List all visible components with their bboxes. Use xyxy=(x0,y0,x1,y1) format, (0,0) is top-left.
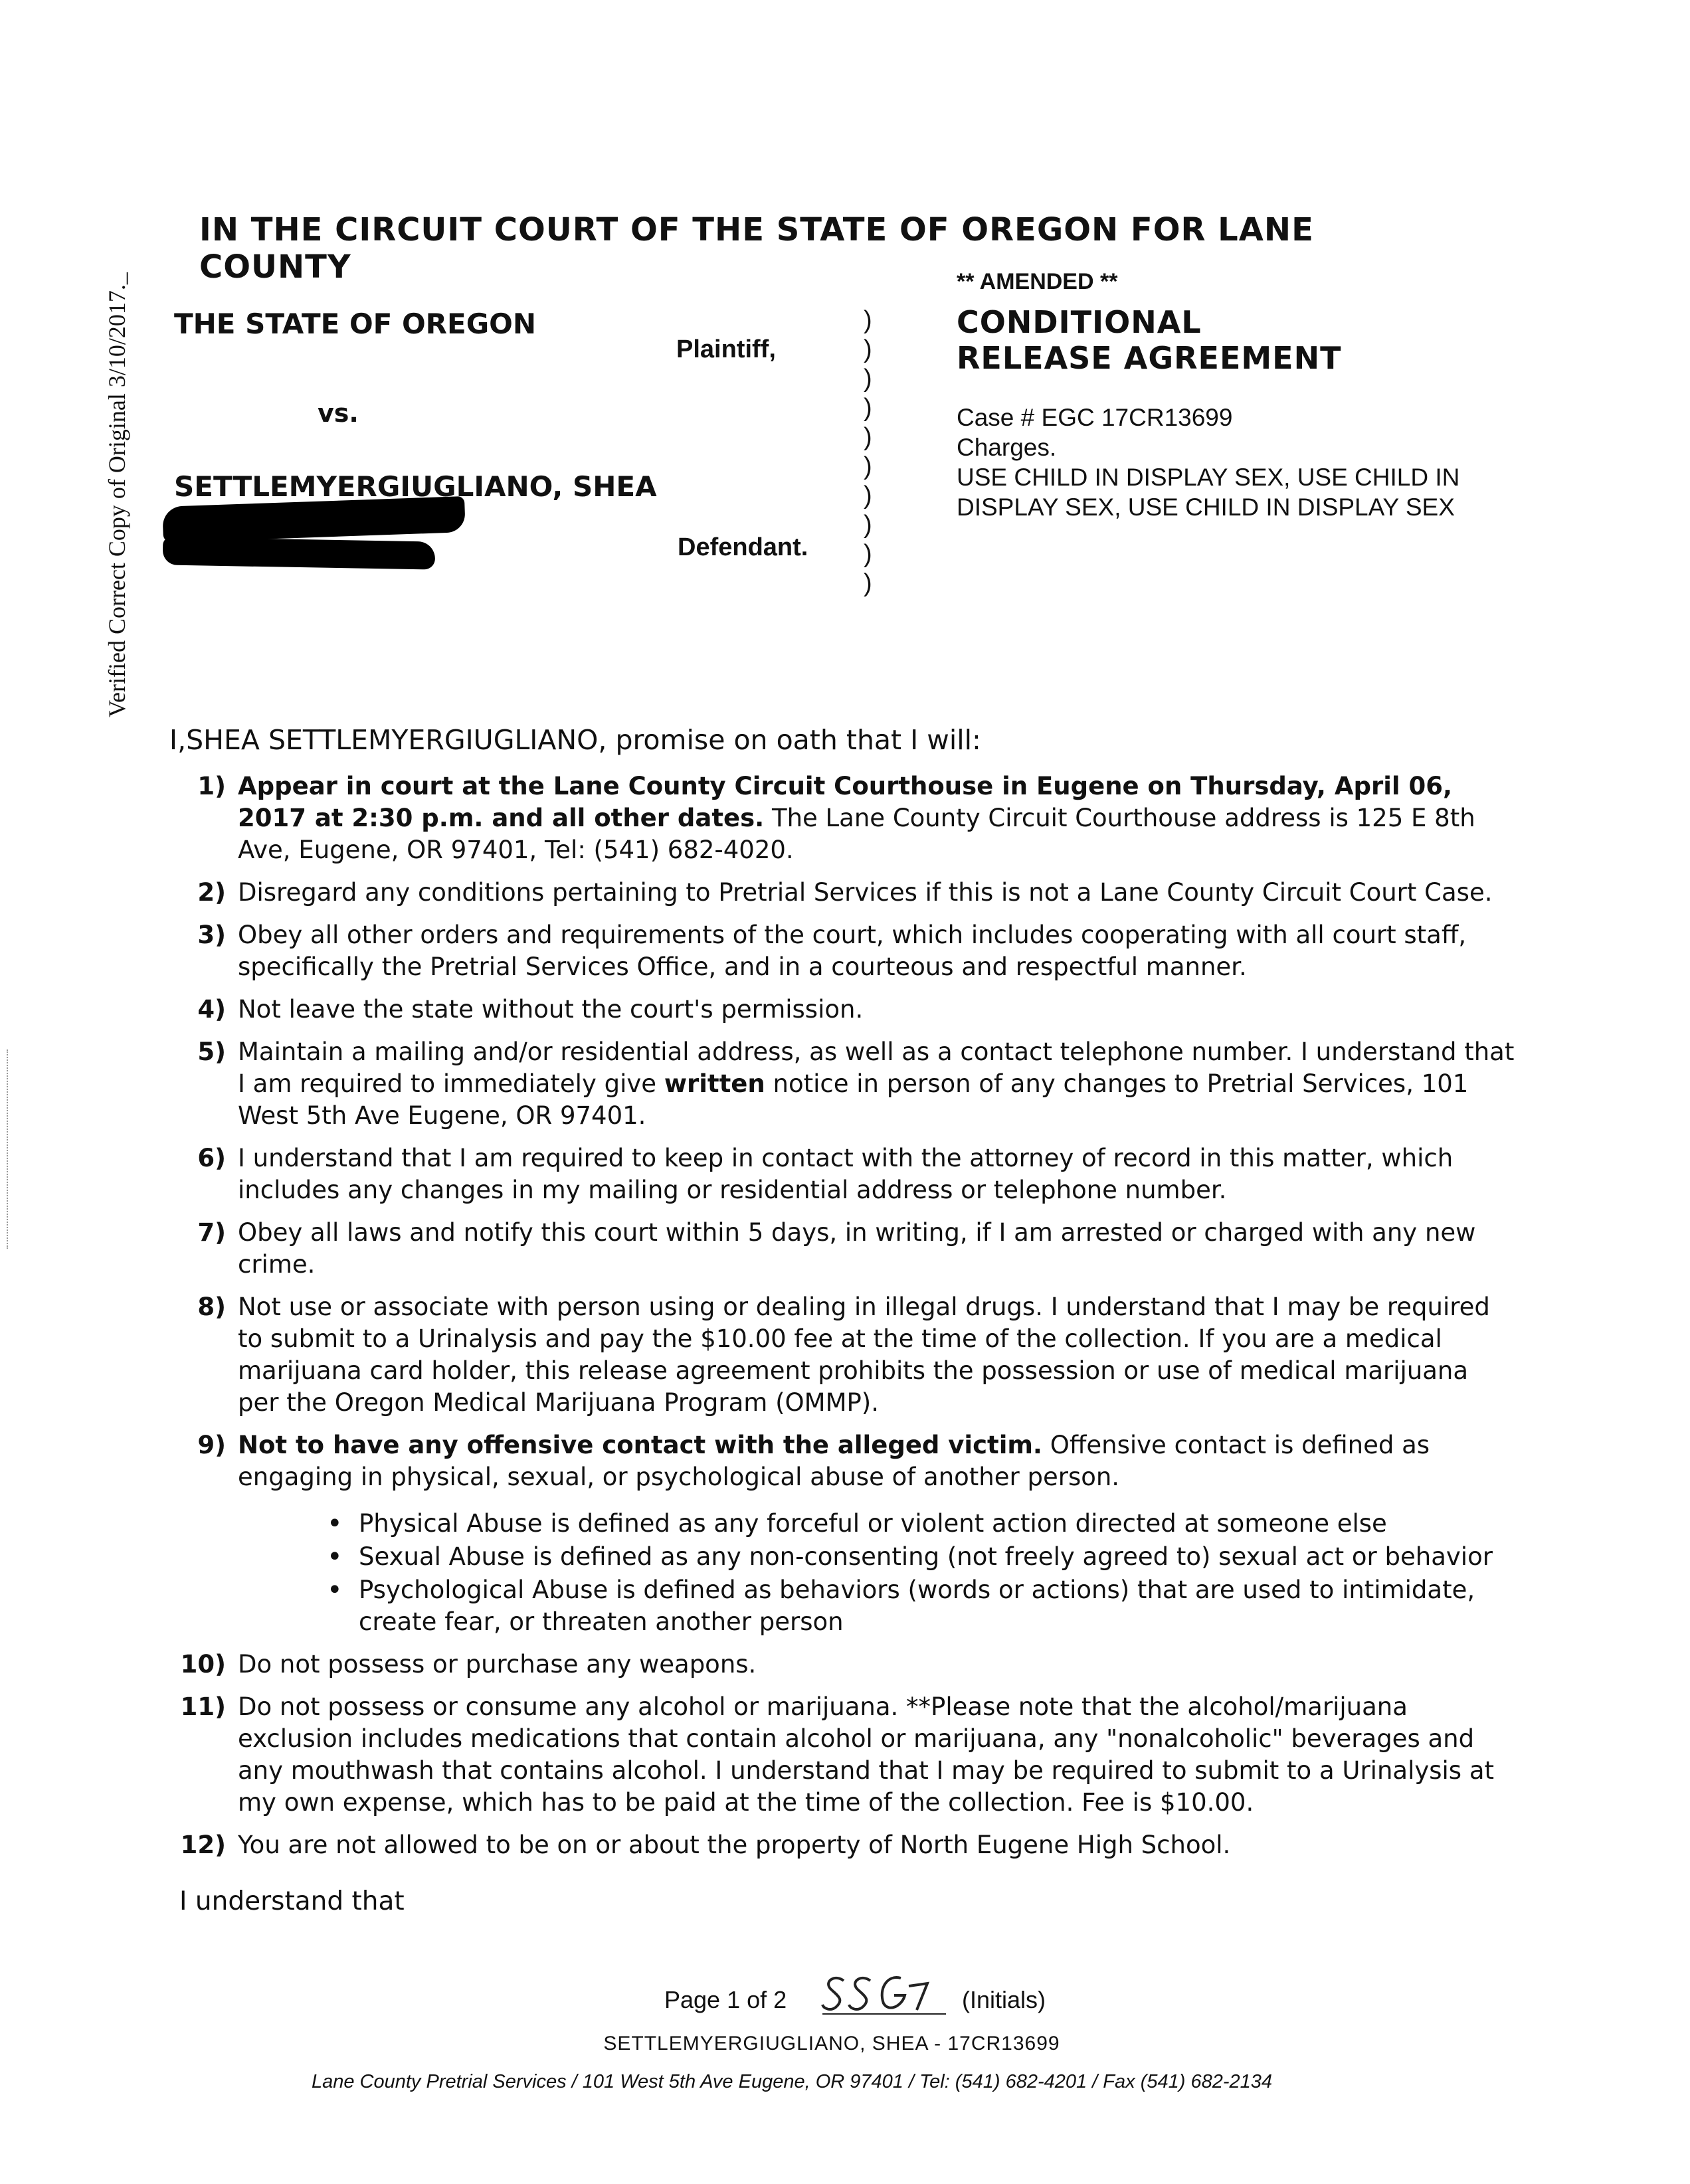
condition-item xyxy=(179,771,1515,866)
redaction-bar xyxy=(163,537,436,569)
condition-number: 12) xyxy=(180,1831,226,1859)
condition-item xyxy=(179,919,1515,983)
condition-item xyxy=(179,1291,1515,1419)
case-info xyxy=(957,403,1488,522)
paren: ) xyxy=(864,452,872,480)
condition-number: 5) xyxy=(197,1038,226,1066)
condition-number: 6) xyxy=(197,1144,226,1172)
paren: ) xyxy=(864,306,872,334)
document-title-line2: RELEASE AGREEMENT xyxy=(957,340,1342,376)
abuse-definition-item: • Psychological Abuse is defined as behaviors (words or actions) that are used to intimidate, create fear, or threaten another person xyxy=(319,1574,1515,1638)
condition-item xyxy=(179,1142,1515,1206)
promise-line: I,SHEA SETTLEMYERGIUGLIANO, promise on oath that I will: xyxy=(169,724,981,756)
condition-text: The Lane County Circuit Courthouse address is 125 E 8th Ave, Eugene, OR 97401, Tel: (541) 682-4020. xyxy=(238,804,1475,864)
condition-number: 4) xyxy=(197,995,226,1024)
defendant-label: Defendant. xyxy=(678,533,808,561)
condition-text: Offensive contact is defined as engaging in physical, sexual, or psychological abuse of another person. xyxy=(238,1431,1430,1491)
verification-stamp: Verified Correct Copy of Original 3/10/2017._ xyxy=(104,272,130,717)
condition-text: Disregard any conditions pertaining to Pretrial Services if this is not a Lane County Circuit Court Case. xyxy=(238,878,1493,907)
condition-number: 3) xyxy=(197,921,226,949)
footer-case-text: SETTLEMYERGIUGLIANO, SHEA - 17CR13699 xyxy=(603,2033,1060,2054)
condition-number: 11) xyxy=(180,1692,226,1721)
paren: ) xyxy=(864,394,872,422)
condition-text: Obey all laws and notify this court within 5 days, in writing, if I am arrested or charged with any new crime. xyxy=(238,1218,1476,1279)
condition-item xyxy=(179,877,1515,909)
condition-text: You are not allowed to be on or about the property of North Eugene High School. xyxy=(238,1831,1231,1859)
paren: ) xyxy=(864,335,872,363)
footer-case-line xyxy=(0,2033,1690,2055)
condition-number: 7) xyxy=(197,1218,226,1247)
paren: ) xyxy=(864,365,872,393)
condition-text: Do not possess or consume any alcohol or marijuana. **Please note that the alcohol/marijuana exclusion includes medications that contain alcohol or marijuana, any "nonalcoholic" beverages and any mouthwash that contains alcohol. I understand that I may be required to submit to a Urinalysis at my own expense, which has to be paid at the time of the collection. Fee is $10.00. xyxy=(238,1692,1495,1817)
condition-item xyxy=(179,1429,1515,1493)
footer-address-line xyxy=(0,2071,1690,2093)
case-number: Case # EGC 17CR13699 xyxy=(957,404,1233,431)
paren: ) xyxy=(864,540,872,568)
condition-bold-text: Not to have any offensive contact with the alleged victim. xyxy=(238,1431,1042,1459)
condition-item xyxy=(179,1829,1515,1861)
condition-bold-text: written xyxy=(664,1069,765,1098)
condition-number: 8) xyxy=(197,1293,226,1321)
condition-item xyxy=(179,994,1515,1026)
amended-label: ** AMENDED ** xyxy=(957,269,1118,294)
condition-number: 9) xyxy=(197,1431,226,1459)
understand-line: I understand that xyxy=(179,1886,405,1916)
condition-item xyxy=(179,1217,1515,1281)
abuse-definition-item: • Sexual Abuse is defined as any non-consenting (not freely agreed to) sexual act or behavior xyxy=(319,1541,1515,1573)
paren: ) xyxy=(864,423,872,451)
condition-number: 2) xyxy=(197,878,226,907)
condition-text: Do not possess or purchase any weapons. xyxy=(238,1650,757,1679)
paren: ) xyxy=(864,482,872,509)
condition-item xyxy=(179,1691,1515,1819)
condition-text: notice in person of any changes to Pretrial Services, 101 West 5th Ave Eugene, OR 97401. xyxy=(238,1069,1469,1130)
document-title-line1: CONDITIONAL xyxy=(957,304,1202,340)
paren: ) xyxy=(864,569,872,597)
condition-text: Not leave the state without the court's permission. xyxy=(238,995,864,1024)
plaintiff-label: Plaintiff, xyxy=(676,335,776,363)
charges-label: Charges. xyxy=(957,434,1057,461)
condition-number: 1) xyxy=(197,772,226,800)
condition-number: 10) xyxy=(180,1650,226,1679)
initials-label: (Initials) xyxy=(962,1986,1046,2013)
abuse-definition-item: • Physical Abuse is defined as any forceful or violent action directed at someone else xyxy=(319,1508,1515,1540)
page-number: Page 1 of 2 xyxy=(664,1986,787,2013)
scan-margin-artifact xyxy=(7,1049,12,1249)
paren: ) xyxy=(864,511,872,539)
charges-text: USE CHILD IN DISPLAY SEX, USE CHILD IN DISPLAY SEX, USE CHILD IN DISPLAY SEX xyxy=(957,464,1460,521)
defendant-name: SETTLEMYERGIUGLIANO, SHEA xyxy=(174,470,657,503)
abuse-definitions xyxy=(319,1508,1515,1638)
condition-text: Maintain a mailing and/or residential address, as well as a contact telephone number. I understand that I am required to immediately give xyxy=(238,1038,1515,1098)
caption-parens xyxy=(864,306,884,598)
initials-signature xyxy=(816,1966,949,2019)
conditions-list xyxy=(179,771,1515,1872)
footer-address-text: Lane County Pretrial Services / 101 West 5th Ave Eugene, OR 97401 / Tel: (541) 682-4201 / Fax (541) 682-2134 xyxy=(311,2071,1273,2092)
condition-text: Obey all other orders and requirements of the court, which includes cooperating with all court staff, specifically the Pretrial Services Office, and in a courteous and respectful manner. xyxy=(238,921,1467,981)
redaction-bar xyxy=(162,496,466,543)
court-title: IN THE CIRCUIT COURT OF THE STATE OF OREGON FOR LANE COUNTY xyxy=(199,211,1314,286)
condition-item xyxy=(179,1649,1515,1681)
document-title xyxy=(957,304,1341,376)
condition-bold-text: Appear in court at the Lane County Circuit Courthouse in Eugene on Thursday, April 06, 2017 at 2:30 p.m. and all other dates. xyxy=(238,772,1453,832)
condition-item xyxy=(179,1036,1515,1132)
versus-label: vs. xyxy=(318,399,359,428)
condition-text: Not use or associate with person using or dealing in illegal drugs. I understand that I may be required to submit to a Urinalysis and pay the $10.00 fee at the time of the collection. If you are a medical marijuana card holder, this release agreement prohibits the possession or use of medical marijuana per the Oregon Medical Marijuana Program (OMMP). xyxy=(238,1293,1490,1417)
plaintiff-name: THE STATE OF OREGON xyxy=(174,308,537,340)
condition-text: I understand that I am required to keep in contact with the attorney of record in this matter, which includes any changes in my mailing or residential address or telephone number. xyxy=(238,1144,1454,1204)
